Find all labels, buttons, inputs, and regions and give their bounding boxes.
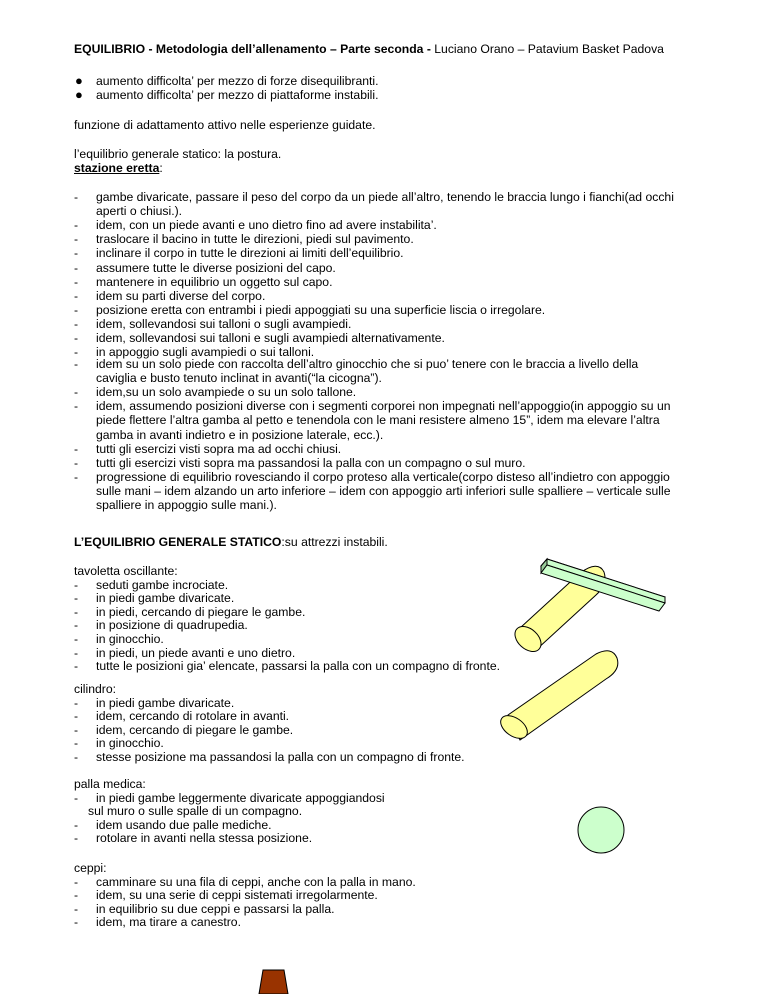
section2-suffix: :su attrezzi instabili. <box>281 535 388 549</box>
list-item-text: gambe divaricate, passare il peso del corpo da un piede all’altro, tenendo le braccia lungo i fianchi(ad occhi <box>96 190 674 204</box>
list-dash: - <box>74 736 79 751</box>
list-dash: - <box>74 591 79 606</box>
cylinder-shape-2 <box>497 651 618 743</box>
bullet-dot-icon: ● <box>75 73 83 88</box>
list-item-text: in posizione di quadrupedia. <box>96 618 248 633</box>
list-dash: - <box>74 260 79 275</box>
section-title: palla medica: <box>74 777 146 791</box>
list-dash: - <box>74 331 79 345</box>
list-item-text: seduti gambe incrociate. <box>96 577 229 592</box>
list-dash: - <box>74 901 79 916</box>
list-item-text: in piedi gambe divaricate. <box>96 695 235 710</box>
list-dash: - <box>74 790 79 805</box>
list-dash: - <box>74 316 79 331</box>
list-item-text: tutti gli esercizi visti sopra ma ad occhi chiusi. <box>96 441 342 456</box>
heading-stazione-eretta: stazione eretta <box>74 161 160 175</box>
section2-title: L’EQUILIBRIO GENERALE STATICO <box>74 535 282 549</box>
list-item-text: idem, sollevandosi sui talloni o sugli avampiedi. <box>96 316 352 331</box>
cylinder-shape-1 <box>510 566 605 656</box>
section-title: ceppi: <box>74 861 107 875</box>
list-item-text: idem,su un solo avampiede o su un solo tallone. <box>96 385 357 400</box>
list-dash: - <box>74 399 79 414</box>
section1-heading <box>74 161 163 175</box>
list-dash: - <box>74 645 79 660</box>
list-item-text: rotolare in avanti nella stessa posizione. <box>96 831 313 846</box>
bullet-dot-icon: ● <box>75 87 83 102</box>
bullet-item: aumento difficolta’ per mezzo di forze disequilibranti. <box>96 74 379 88</box>
list-item-text: gamba in avanti indietro e in posizione laterale, ecc.). <box>96 427 384 442</box>
list-item-text: idem, su una serie di ceppi sistemati irregolarmente. <box>96 888 378 903</box>
list-dash: - <box>74 695 79 710</box>
list-dash: - <box>74 345 79 360</box>
list-dash: - <box>74 469 79 484</box>
list-item-text: mantenere in equilibrio un oggetto sul capo. <box>96 274 333 289</box>
list-item-text: idem, sollevandosi sui talloni e sugli avampiedi alternativamente. <box>96 331 445 345</box>
bullet-item: aumento difficolta’ per mezzo di piattaforme instabili. <box>96 88 379 102</box>
list-item-text: camminare su una fila di ceppi, anche con la palla in mano. <box>96 874 416 889</box>
list-dash: - <box>74 722 79 737</box>
list-item-text: spalliere in appoggio sulle mani.). <box>96 498 277 512</box>
list-item-text: in piedi, un piede avanti e uno dietro. <box>96 645 296 660</box>
section2-heading <box>74 535 388 549</box>
heading-suffix: : <box>159 161 163 175</box>
list-item-text: idem su un solo piede con raccolta dell’altro ginocchio che si puo’ tenere con le braccia a livello della <box>96 357 639 371</box>
list-item-text: in piedi, cercando di piegare le gambe. <box>96 604 306 619</box>
list-item-text: inclinare il corpo in tutte le direzioni ai limiti dell’equilibrio. <box>96 246 404 261</box>
list-dash: - <box>74 357 79 371</box>
list-item-text: assumere tutte le diverse posizioni del capo. <box>96 260 336 275</box>
list-dash: - <box>74 232 79 247</box>
list-dash: - <box>74 604 79 619</box>
list-dash: - <box>74 455 79 470</box>
list-dash: - <box>74 190 79 204</box>
list-item-text: idem, cercando di rotolare in avanti. <box>96 709 290 724</box>
section-title: cilindro: <box>74 682 116 696</box>
list-dash: - <box>74 817 79 832</box>
list-dash: - <box>74 915 79 930</box>
header-author: Luciano Orano – Patavium Basket Padova <box>430 42 664 56</box>
list-dash: - <box>74 750 79 764</box>
page-header <box>74 42 664 56</box>
list-dash: - <box>74 618 79 633</box>
section-title: tavoletta oscillante: <box>74 564 178 578</box>
list-item-text: idem, con un piede avanti e uno dietro fino ad avere instabilita’. <box>96 218 437 233</box>
list-item-text: posizione eretta con entrambi i piedi appoggiati su una superficie liscia o irregolare. <box>96 302 546 317</box>
list-item-text: piede flettere l’altra gamba al petto e tenendola con le mani resistere almeno 15”, idem ma elevare l’altra <box>96 413 660 428</box>
list-item-text: aperti o chiusi.). <box>96 204 183 219</box>
list-item-text: progressione di equilibrio rovesciando il corpo proteso alla verticale(corpo disteso all’indietro con appoggio <box>96 469 670 484</box>
list-item-text: idem, ma tirare a canestro. <box>96 915 241 930</box>
list-dash: - <box>74 888 79 903</box>
header-title: EQUILIBRIO - Metodologia dell’allenamento – Parte seconda - <box>74 42 431 56</box>
list-item-text: sul muro o sulle spalle di un compagno. <box>88 804 303 819</box>
list-item-text: in piedi gambe leggermente divaricate appoggiandosi <box>96 790 385 805</box>
list-dash: - <box>74 831 79 846</box>
list-item-text: idem, cercando di piegare le gambe. <box>96 722 294 737</box>
list-dash: - <box>74 441 79 456</box>
list-dash: - <box>74 874 79 889</box>
list-dash: - <box>74 385 79 400</box>
list-dash: - <box>74 632 79 646</box>
intro-text: funzione di adattamento attivo nelle esperienze guidate. <box>74 118 376 132</box>
medicine-ball-shape <box>578 807 624 853</box>
list-item-text: in ginocchio. <box>96 736 164 751</box>
list-item-text: in equilibrio su due ceppi e passarsi la palla. <box>96 901 335 916</box>
list-item-text: sulle mani – idem alzando un arto inferiore – idem con appoggio arti inferiori sulle spalliere – verticale sulle <box>96 483 671 498</box>
list-item-text: in ginocchio. <box>96 632 164 646</box>
list-item-text: caviglia e busto tenuto inclinat in avanti(“la cicogna”). <box>96 371 382 386</box>
list-item-text: stesse posizione ma passandosi la palla con un compagno di fronte. <box>96 750 465 764</box>
list-item-text: tutti gli esercizi visti sopra ma passandosi la palla con un compagno o sul muro. <box>96 455 526 470</box>
list-dash: - <box>74 709 79 724</box>
section1-text: l’equilibrio generale statico: la postura. <box>74 147 282 161</box>
list-dash: - <box>74 577 79 592</box>
list-item-text: tutte le posizioni gia’ elencate, passarsi la palla con un compagno di fronte. <box>96 659 501 674</box>
list-dash: - <box>74 302 79 317</box>
list-item-text: idem su parti diverse del corpo. <box>96 288 266 303</box>
list-dash: - <box>74 218 79 233</box>
list-dash: - <box>74 288 79 303</box>
list-item-text: traslocare il bacino in tutte le direzioni, piedi sul pavimento. <box>96 232 414 247</box>
list-dash: - <box>74 659 79 674</box>
list-dash: - <box>74 246 79 261</box>
list-item-text: in piedi gambe divaricate. <box>96 591 235 606</box>
list-dash: - <box>74 274 79 289</box>
plank-shape <box>541 559 665 611</box>
list-item-text: idem, assumendo posizioni diverse con i segmenti corporei non impegnati nell’appoggio(in appoggio su un <box>96 399 671 414</box>
list-item-text: in appoggio sugli avampiedi o sui talloni. <box>96 345 315 360</box>
list-item-text: idem usando due palle mediche. <box>96 817 272 832</box>
block-shape <box>259 970 288 994</box>
